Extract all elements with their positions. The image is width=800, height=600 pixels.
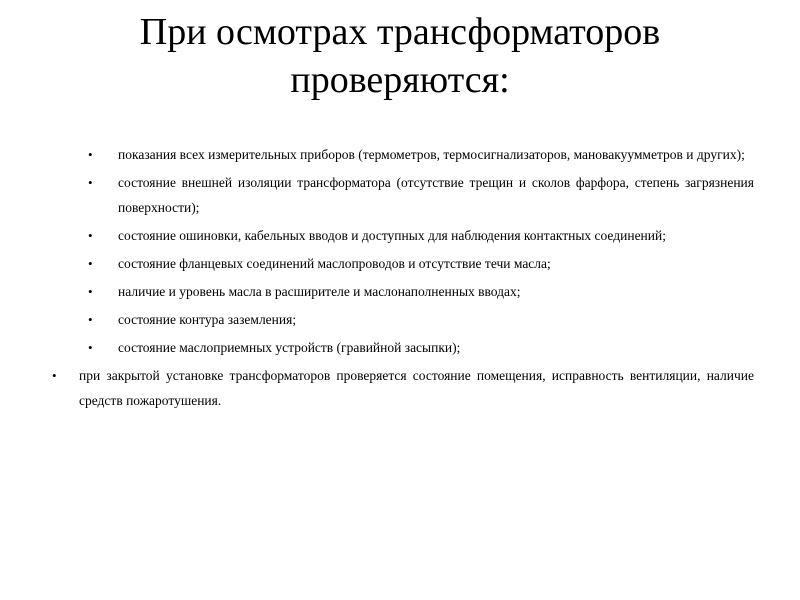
bullet-icon: • (88, 284, 93, 299)
list-item-text: состояние фланцевых соединений маслопроводов и отсутствие течи масла; (118, 256, 551, 271)
list-item-text: наличие и уровень масла в расширителе и маслонаполненных вводах; (118, 284, 521, 299)
list-item (88, 251, 754, 276)
inspection-list (0, 142, 800, 413)
list-item (88, 170, 754, 220)
title-line-2: проверяются: (290, 59, 510, 101)
bullet-icon: • (88, 340, 93, 355)
bullet-icon: • (88, 147, 93, 162)
list-item (88, 335, 754, 360)
list-item (88, 307, 754, 332)
list-item-text: состояние внешней изоляции трансформатора (отсутствие трещин и сколов фарфора, степень загрязнения поверхности); (118, 175, 754, 215)
title-line-1: При осмотрах трансформаторов (139, 11, 661, 53)
list-item-text: состояние контура заземления; (118, 312, 297, 327)
bullet-icon: • (88, 312, 93, 327)
list-item-text: состояние ошиновки, кабельных вводов и доступных для наблюдения контактных соединений; (118, 228, 666, 243)
list-item-text: показания всех измерительных приборов (термометров, термосигнализаторов, мановакуумметров и других); (118, 147, 745, 162)
list-item (88, 223, 754, 248)
bullet-icon: • (88, 175, 93, 190)
slide-content (0, 142, 800, 416)
list-item (88, 279, 754, 304)
list-item (88, 142, 754, 167)
slide-title (0, 8, 800, 104)
bullet-icon: • (52, 368, 57, 383)
bullet-icon: • (88, 228, 93, 243)
bullet-icon: • (88, 256, 93, 271)
list-item-text: состояние маслоприемных устройств (гравийной засыпки); (118, 340, 461, 355)
list-item-top-level (52, 363, 754, 413)
list-item-text: при закрытой установке трансформаторов проверяется состояние помещения, исправность вентиляции, наличие средств пожаротушения. (79, 368, 754, 408)
